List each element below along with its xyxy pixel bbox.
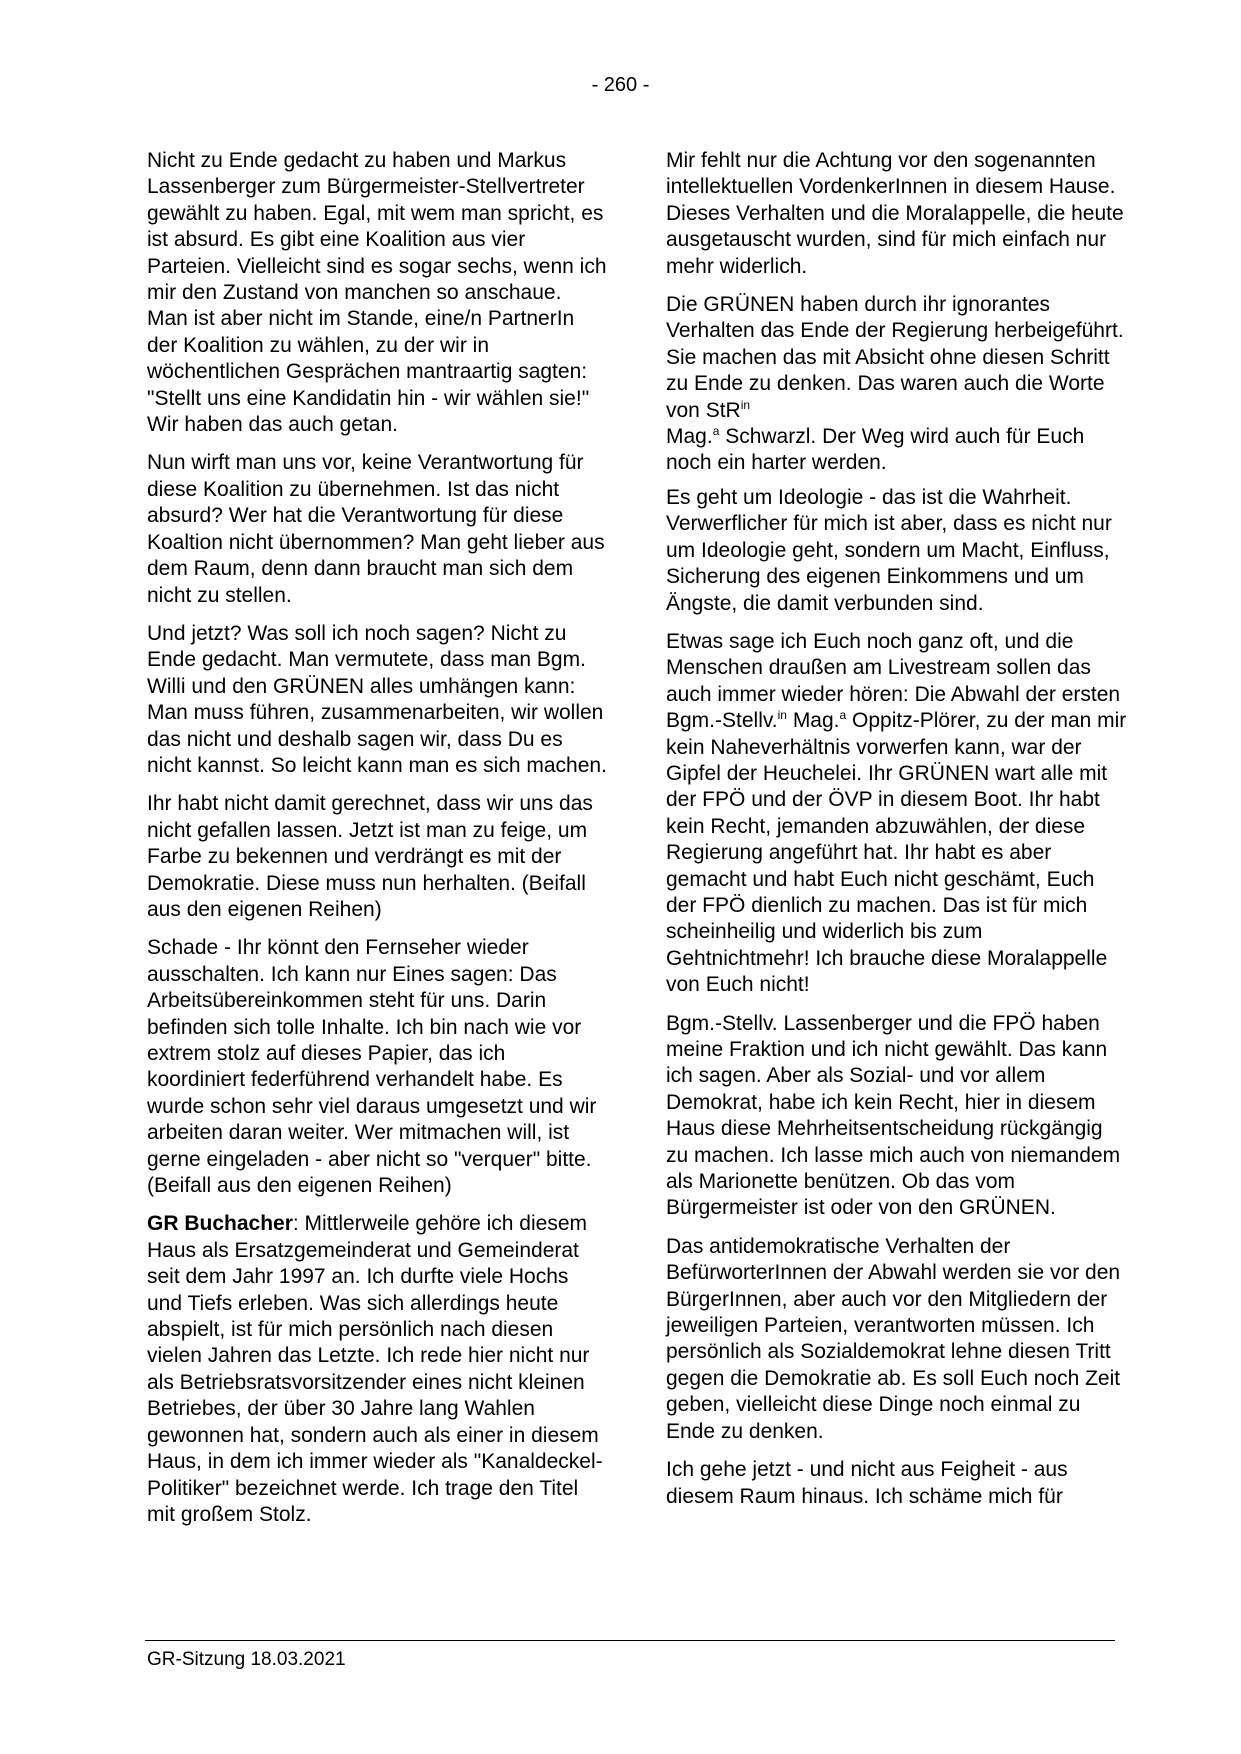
text-run: Etwas sage ich Euch noch ganz oft, und die Menschen draußen am Livestream sollen das auch immer wieder hören: Die Abwahl der ersten Bgm.-Stellv. [666,629,1121,733]
paragraph: Ihr habt nicht damit gerechnet, dass wir uns das nicht gefallen lassen. Jetzt ist man zu feige, um Farbe zu bekennen und verdrängt es mit der Demokratie. Diese muss nun herhalten. (Beifall aus den eigenen Reihen) [147,792,593,921]
footer-divider [145,1640,1115,1641]
text-run: Mag. [786,709,840,733]
paragraph: Das antidemokratische Verhalten der BefürworterInnen der Abwahl werden sie vor den BürgerInnen, aber auch vor den Mitgliedern der jeweiligen Parteien, verantworten müssen. Ich persönlich als Sozialdemokrat lehne diesen Tritt gegen die Demokratie ab. Es soll Euch noch Zeit geben, vielleicht diese Dinge noch einmal zu Ende zu denken. [666,1234,1121,1443]
text-run: Schwarzl. Der Weg wird auch für Euch noch ein harter werden. [666,425,1085,475]
paragraph: Und jetzt? Was soll ich noch sagen? Nicht zu Ende gedacht. Man vermutete, dass man Bgm. Willi und den GRÜNEN alles umhängen kann: Man muss führen, zusammenarbeiten, wir wollen das nicht und deshalb sagen wir, dass Du es nicht kannst. So leicht kann man es sich machen. [147,621,607,777]
superscript: a [712,424,720,439]
superscript: a [839,708,847,723]
text-run: Mag. [666,425,713,449]
text-run: Oppitz-Plörer, zu der man mir kein Naheverhältnis vorwerfen kann, war der Gipfel der Heuchelei. Ihr GRÜNEN wart alle mit der FPÖ und der ÖVP in diesem Boot. Ihr habt kein Recht, jemanden abzuwählen, der diese Regierung angeführt hat. Ihr habt es aber gemacht und habt Euch nicht geschämt, Euch der FPÖ dienlich zu machen. Das ist für mich scheinheilig und widerlich bis zum Gehtnichtmehr! Ich brauche diese Moralappelle von Euch nicht! [666,709,1127,997]
text-run: Die GRÜNEN haben durch ihr ignorantes Verhalten das Ende der Regierung herbeigeführt. Sie machen das mit Absicht ohne diesen Schritt zu Ende zu denken. Das waren auch die Worte von StR [666,293,1124,422]
paragraph: Mir fehlt nur die Achtung vor den sogenannten intellektuellen VordenkerInnen in diesem Hause. Dieses Verhalten und die Moralappelle, die heute ausgetauscht wurden, sind für mich einfach nur mehr widerlich. [666,149,1124,278]
paragraph [666,629,1130,999]
speaker-name: GR Buchacher [147,1212,293,1236]
paragraph: Es geht um Ideologie - das ist die Wahrheit. Verwerflicher für mich ist aber, dass es nicht nur um Ideologie geht, sondern um Macht, Einfluss, Sicherung des eigenen Einkommens und um Ängste, die damit verbunden sind. [666,485,1112,615]
left-column [147,148,607,1540]
superscript: in [777,708,787,723]
right-column [666,148,1130,1522]
page-number: - 260 - [591,74,650,96]
paragraph: Schade - Ihr könnt den Fernseher wieder ausschalten. Ich kann nur Eines sagen: Das Arbeitsübereinkommen steht für uns. Darin befinden sich tolle Inhalte. Ich bin nach wie vor extrem stolz auf dieses Papier, das ich koordiniert federführend verhandelt habe. Es wurde schon sehr viel daraus umgesetzt und wir arbeiten daran weiter. Wer mitmachen will, ist gerne eingeladen - aber nicht so "verquer" bitte. (Beifall aus den eigenen Reihen) [147,936,597,1198]
superscript: in [740,397,751,412]
footer-session-date: GR-Sitzung 18.03.2021 [147,1649,346,1670]
paragraph: Nun wirft man uns vor, keine Verantwortung für diese Koalition zu übernehmen. Ist das nicht absurd? Wer hat die Verantwortung für diese Koaltion nicht übernommen? Man geht lieber aus dem Raum, denn dann braucht man sich dem nicht zu stellen. [147,451,605,607]
paragraph [147,1211,607,1528]
paragraph: Nicht zu Ende gedacht zu haben und Markus Lassenberger zum Bürgermeister-Stellvertreter gewählt zu haben. Egal, mit wem man spricht, es ist absurd. Es gibt eine Koalition aus vier Parteien. Vielleicht sind es sogar sechs, wenn ich mir den Zustand von manchen so anschaue. Man ist aber nicht im Stande, eine/n PartnerIn der Koalition zu wählen, zu der wir in wöchentlichen Gesprächen mantraartig sagten: "Stellt uns eine Kandidatin hin - wir wählen sie!" Wir haben das auch getan. [147,149,607,437]
speech-text: : Mittlerweile gehöre ich diesem Haus als Ersatzgemeinderat und Gemeinderat seit dem Jahr 1997 an. Ich durfte viele Hochs und Tiefs erleben. Was sich allerdings heute abspielt, ist für mich persönlich nach diesen vielen Jahren das Letzte. Ich rede hier nicht nur als Betriebsratsvorsitzender eines nicht kleinen Betriebes, der über 30 Jahre lang Wahlen gewonnen hat, sondern auch als einer in diesem Haus, in dem ich immer wieder als "Kanaldeckel-Politiker" bezeichnet werde. Ich trage den Titel mit großem Stolz. [147,1212,603,1526]
paragraph [666,292,1130,477]
paragraph: Bgm.-Stellv. Lassenberger und die FPÖ haben meine Fraktion und ich nicht gewählt. Das kann ich sagen. Aber als Sozial- und vor allem Demokrat, habe ich kein Recht, hier in diesem Haus diese Mehrheitsentscheidung rückgängig zu machen. Ich lasse mich auch von niemandem als Marionette benützen. Ob das vom Bürgermeister ist oder von den GRÜNEN. [666,1011,1121,1220]
paragraph: Ich gehe jetzt - und nicht aus Feigheit - aus diesem Raum hinaus. Ich schäme mich für [666,1458,1068,1508]
